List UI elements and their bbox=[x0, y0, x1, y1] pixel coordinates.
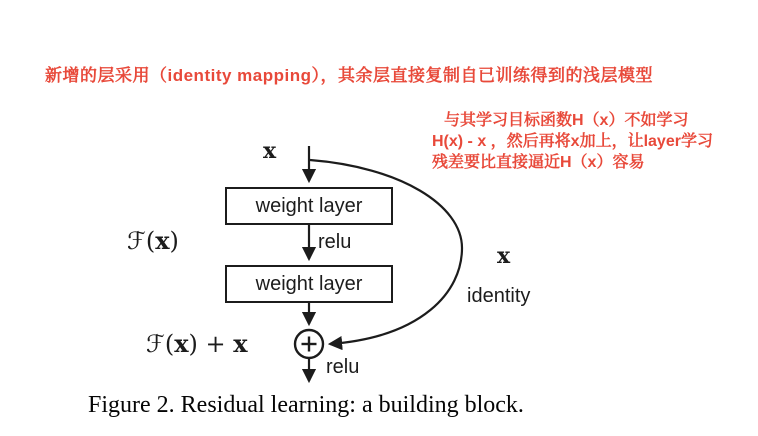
weight-layer-1-box bbox=[225, 187, 393, 225]
side-note-line-2: H(x) - x ，然后再将x加上，让layer学习 bbox=[432, 133, 713, 150]
side-note-line-3: 残差要比直接逼近H（x）容易 bbox=[432, 154, 645, 171]
annotation-top-note: 新增的层采用（identity mapping），其余层直接复制自已训练得到的浅层模型 bbox=[45, 66, 653, 85]
input-x-label: x bbox=[263, 138, 277, 164]
f-close: ) bbox=[169, 227, 179, 255]
relu-mid-label: relu bbox=[318, 231, 352, 253]
sum-x: x bbox=[174, 329, 189, 358]
f-x: x bbox=[155, 226, 170, 255]
weight-layer-2-label: weight layer bbox=[255, 272, 363, 295]
identity-label: identity bbox=[467, 285, 531, 307]
sum-label bbox=[146, 329, 248, 358]
skip-x-label: x bbox=[497, 243, 511, 269]
sum-mid: ) + bbox=[188, 330, 234, 358]
weight-layer-2-box bbox=[225, 265, 393, 303]
sum-x2: x bbox=[233, 329, 248, 358]
weight-layer-1-label: weight layer bbox=[255, 194, 363, 217]
residual-function-label bbox=[127, 226, 179, 255]
sum-open: ℱ( bbox=[146, 330, 175, 358]
figure-caption: Figure 2. Residual learning: a building block. bbox=[88, 392, 524, 418]
plus-circle-icon bbox=[295, 330, 323, 358]
relu-out-label: relu bbox=[326, 356, 360, 378]
side-note-line-1: 与其学习目标函数H（x）不如学习 bbox=[444, 112, 689, 129]
f-open: ℱ( bbox=[127, 227, 156, 255]
